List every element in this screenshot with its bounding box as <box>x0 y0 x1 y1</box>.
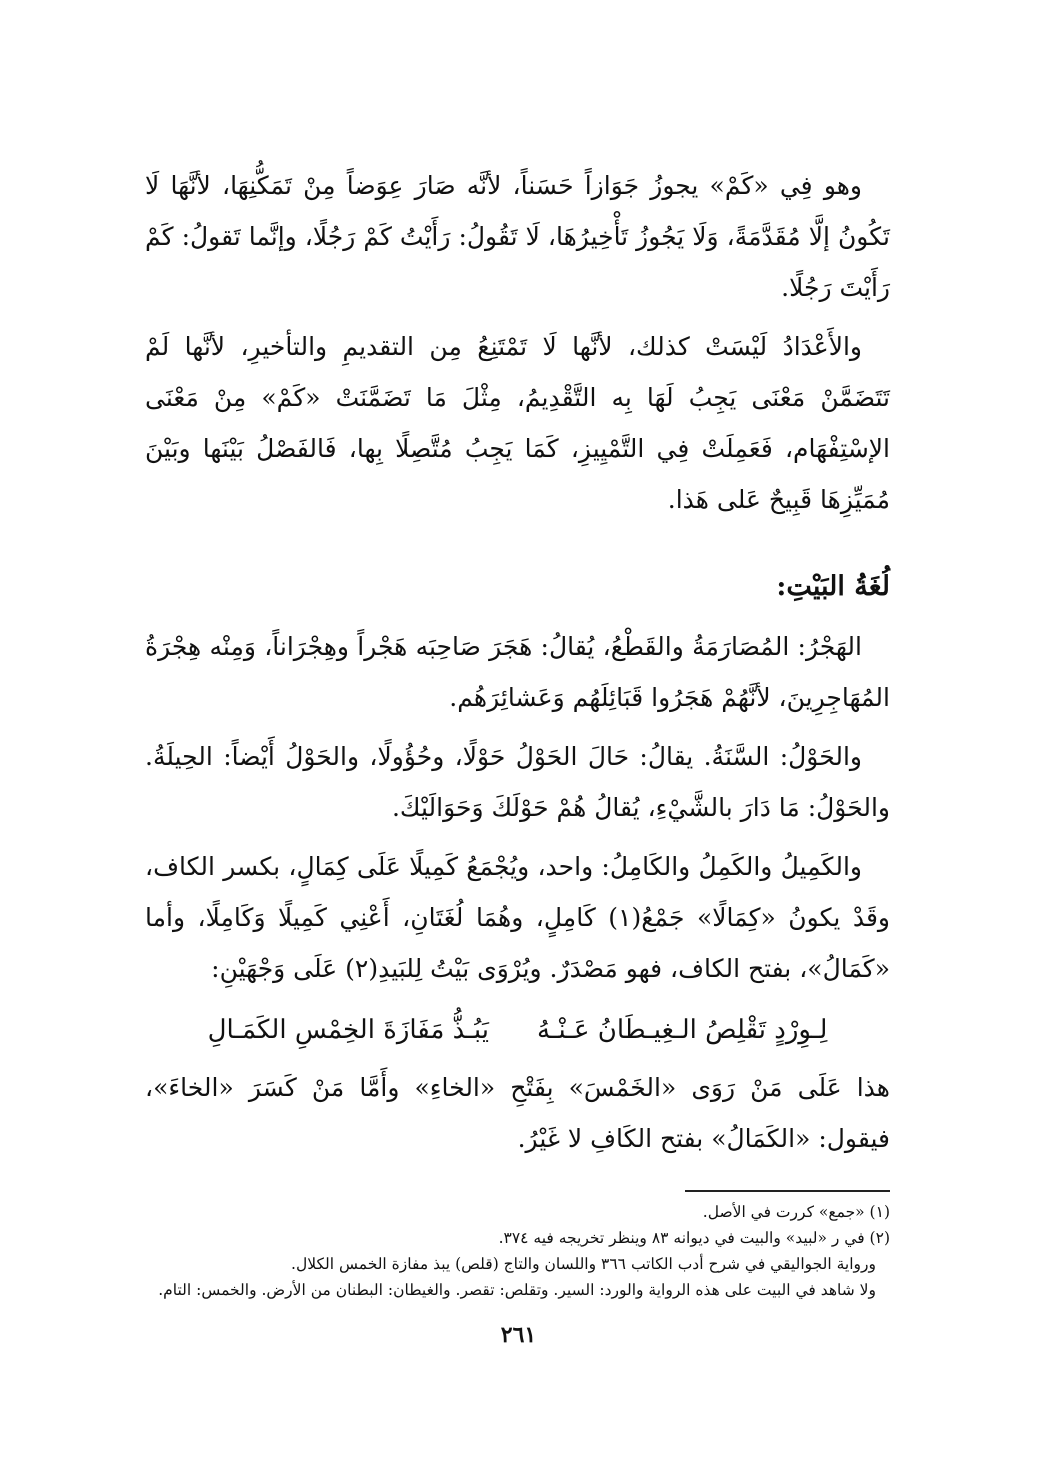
section-heading: لُغَةُ البَيْتِ: <box>776 571 890 602</box>
footnote-2-continuation: ورواية الجواليقي في شرح أدب الكاتب ٣٦٦ واللسان والتاج (قلص) يبذ مفازة الخمس الكلال. <box>291 1255 876 1273</box>
lexicon-paragraph-hawl: والحَوْلُ: السَّنَةُ. يقالُ: حَالَ الحَوْلُ حَوْلًا، وحُؤُولًا، والحَوْلُ أَيْضاً: الحِيلَةُ. والحَوْلُ: مَا دَارَ بالشَّيْءِ، يُقالُ هُمْ حَوْلَكَ وَحَوَالَيْكَ. <box>145 742 890 822</box>
body-paragraph-1: وهو فِي «كَمْ» يجوزُ جَوَازاً حَسَناً، لأنَّه صَارَ عِوَضاً مِنْ تَمَكُّنِهَا، لأنَّهَا لَا تَكُونُ إلَّا مُقَدَّمَةً، وَلَا يَجُوزُ تَأْخِيرُهَا، لَا تَقُولُ: رَأَيْتُ كَمْ رَجُلًا، وإنَّما تَقولُ: كَمْ رَأَيْتَ رَجُلًا. <box>145 171 890 302</box>
page-number: ٢٦١ <box>500 1322 537 1348</box>
footnote-1: (١) «جمع» كررت في الأصل. <box>702 1203 890 1221</box>
verse-second-hemistich: يَبُـذُّ مَفَازَةَ الخِمْسِ الكَمَـالِ <box>207 1015 489 1045</box>
poetry-verse <box>145 1002 890 1058</box>
after-verse-paragraph: هذا عَلَى مَنْ رَوَى «الخَمْسَ» بِفَتْحِ «الخاءِ» وأَمَّا مَنْ كَسَرَ «الخاءَ»، فيقول: «الكَمَالُ» بفتح الكَافِ لا غَيْرُ. <box>145 1073 890 1153</box>
footnote-2-continuation-2: ولا شاهد في البيت على هذه الرواية والورد: السير. وتقلص: تقصر. والغيطان: البطنان من الأرض. والخمس: التام. <box>158 1281 876 1299</box>
footnote-divider <box>685 1190 890 1192</box>
body-paragraph-2: والأَعْدَادُ لَيْسَتْ كذلك، لأنَّها لَا تَمْتَنِعُ مِن التقديمِ والتأخيرِ، لأنَّها لَمْ تَتَضَمَّنْ مَعْنَى يَجِبُ لَهَا بِه التَّقْدِيمُ، مِثْلَ مَا تَضَمَّنَتْ «كَمْ» مِنْ مَعْنَى الإسْتِفْهَام، فَعَمِلَتْ فِي التَّمْيِيزِ، كَمَا يَجِبُ مُتَّصِلًا بِها، فَالفَصْلُ بَيْنَها وبَيْنَ مُمَيِّزِهَا قَبِيحٌ عَلى هَذا. <box>145 332 890 514</box>
lexicon-paragraph-hajr: الهَجْرُ: المُصَارَمَةُ والقَطْعُ، يُقالُ: هَجَرَ صَاحِبَه هَجْراً وهِجْرَاناً، وَمِنْه هِجْرَةُ المُهَاجِرِينَ، لأنَّهُمْ هَجَرُوا قَبَائِلَهُم وَعَشائِرَهُم. <box>145 632 890 712</box>
footnotes <box>145 1200 890 1302</box>
verse-first-hemistich: لِـوِرْدٍ تَقْلِصُ الـغِيـطَانُ عَـنْـهُ <box>537 1015 828 1045</box>
footnote-2: (٢) في ر «لبيد» والبيت في ديوانه ٨٣ وينظر تخريجه فيه ٣٧٤. <box>498 1229 890 1247</box>
page-body <box>145 160 890 1304</box>
lexicon-paragraph-kamil: والكَمِيلُ والكَمِلُ والكَامِلُ: واحد، ويُجْمَعُ كَمِيلًا عَلَى كِمَالٍ، بكسر الكاف، وقَدْ يكونُ «كِمَالًا» جَمْعُ(١) كَامِلٍ، وهُمَا لُغَتَانِ، أَعْنِي كَمِيلًا وَكَامِلًا، وأما «كَمَالُ»، بفتح الكاف، فهو مَصْدَرٌ. ويُرْوَى بَيْتُ لِلبَيدِ(٢) عَلَى وَجْهَيْنِ: <box>145 852 891 983</box>
